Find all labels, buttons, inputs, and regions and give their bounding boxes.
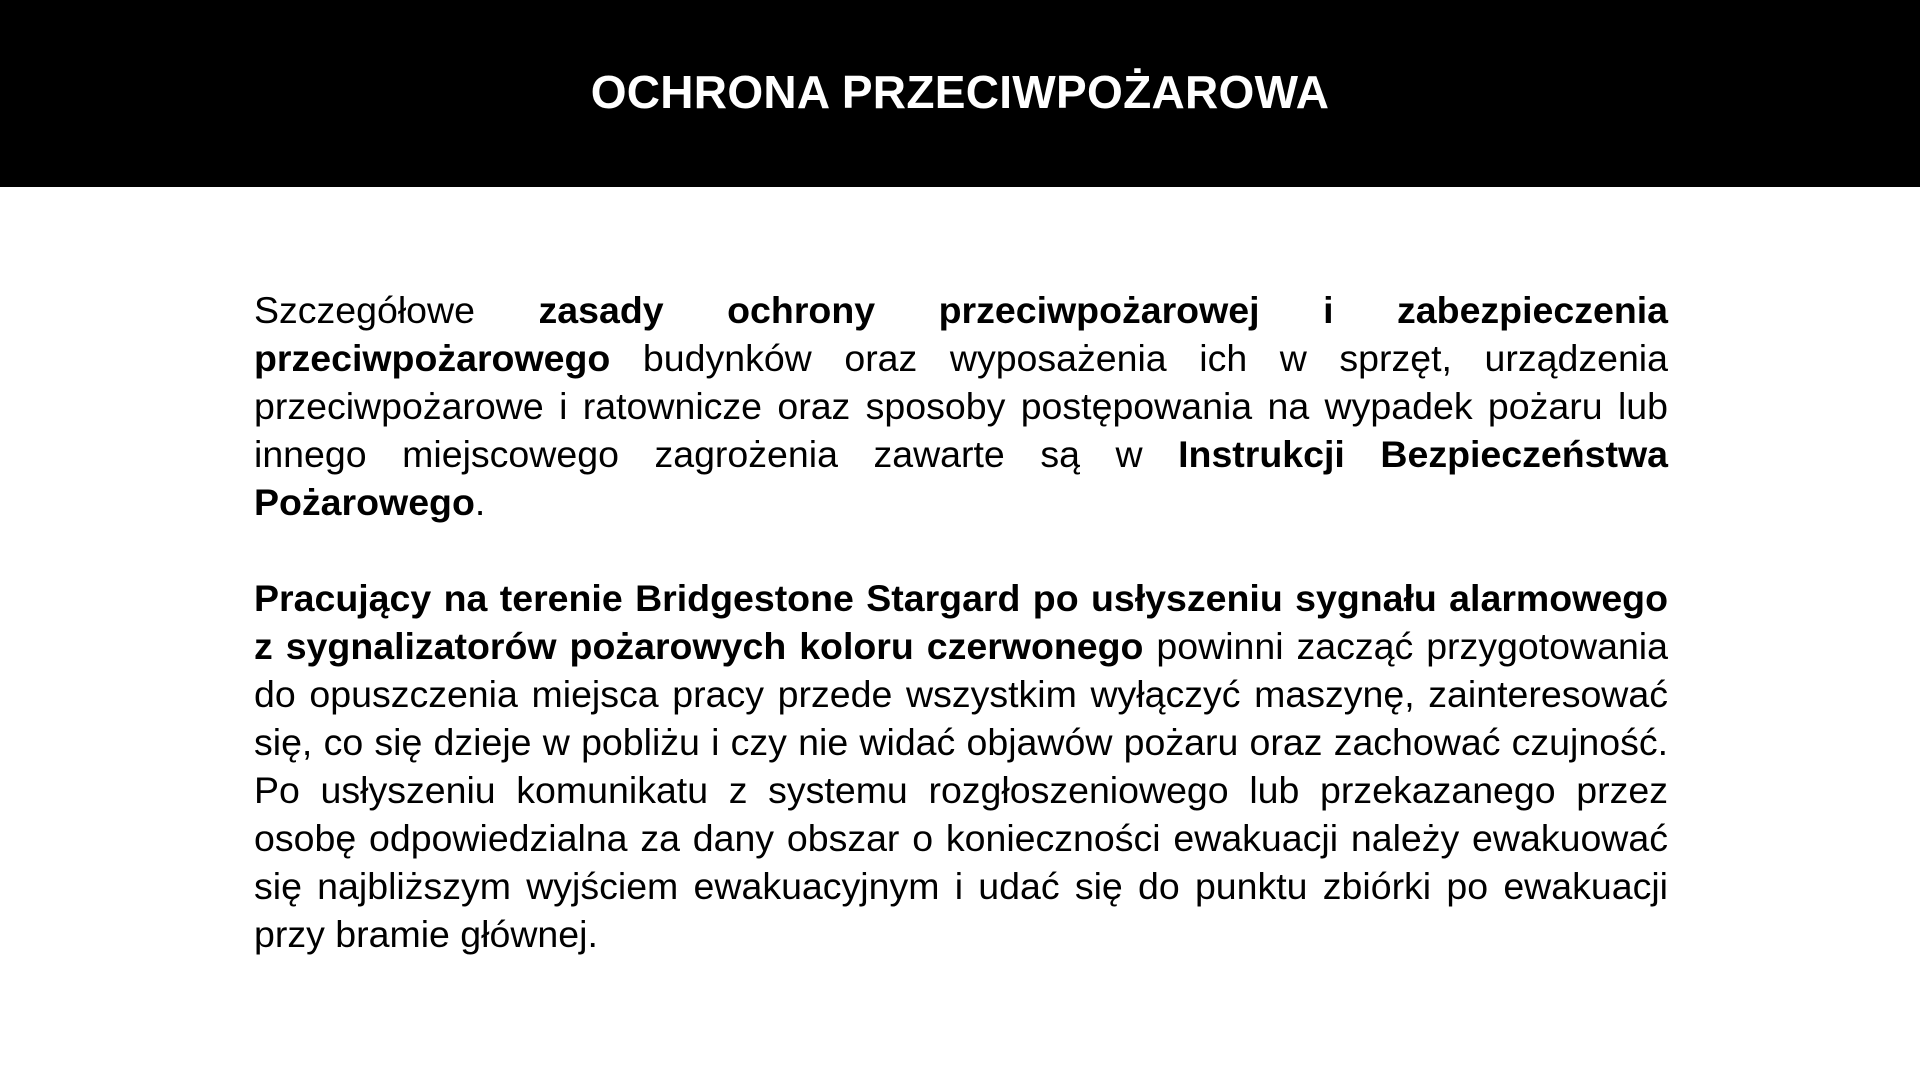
header-bar (0, 0, 1920, 187)
paragraph-fire-rules (254, 286, 1668, 526)
content-area (254, 286, 1668, 958)
instruction-reference: Instrukcji Bezpieczeństwa Pożarowego (254, 433, 1668, 523)
paragraph-bold-text: Pracujący na terenie Bridgestone Stargard po usłyszeniu sygnału alarmowego z sygnalizatorów pożarowych koloru czerwonego (254, 577, 1668, 667)
paragraph-text: powinni zacząć przygotowania do opuszczenia miejsca pracy przede wszystkim wyłączyć maszynę, zainteresować się, co się dzieje w pobliżu i czy nie widać objawów pożaru oraz zachować czujność. Po usłyszeniu komunikatu z systemu rozgłoszeniowego lub przekazanego przez osobę odpowiedzialna za dany obszar o konieczności ewakuacji należy ewakuować się najbliższym wyjściem ewakuacyjnym i udać się do punktu zbiórki po ewakuacji przy bramie głównej. (254, 625, 1668, 955)
page-title: OCHRONA PRZECIWPOŻAROWA (590, 66, 1330, 118)
paragraph-alarm-procedure (254, 574, 1668, 958)
paragraph-text: Szczegółowe (254, 289, 539, 331)
paragraph-text: . (474, 481, 486, 523)
paragraph-text: budynków oraz wyposażenia ich w sprzęt, urządzenia przeciwpożarowe i ratownicze oraz sposoby postępowania na wypadek pożaru lub innego miejscowego zagrożenia zawarte są w (254, 337, 1668, 475)
paragraph-bold-text: zasady ochrony przeciwpożarowej i zabezpieczenia przeciwpożarowego (254, 289, 1668, 379)
